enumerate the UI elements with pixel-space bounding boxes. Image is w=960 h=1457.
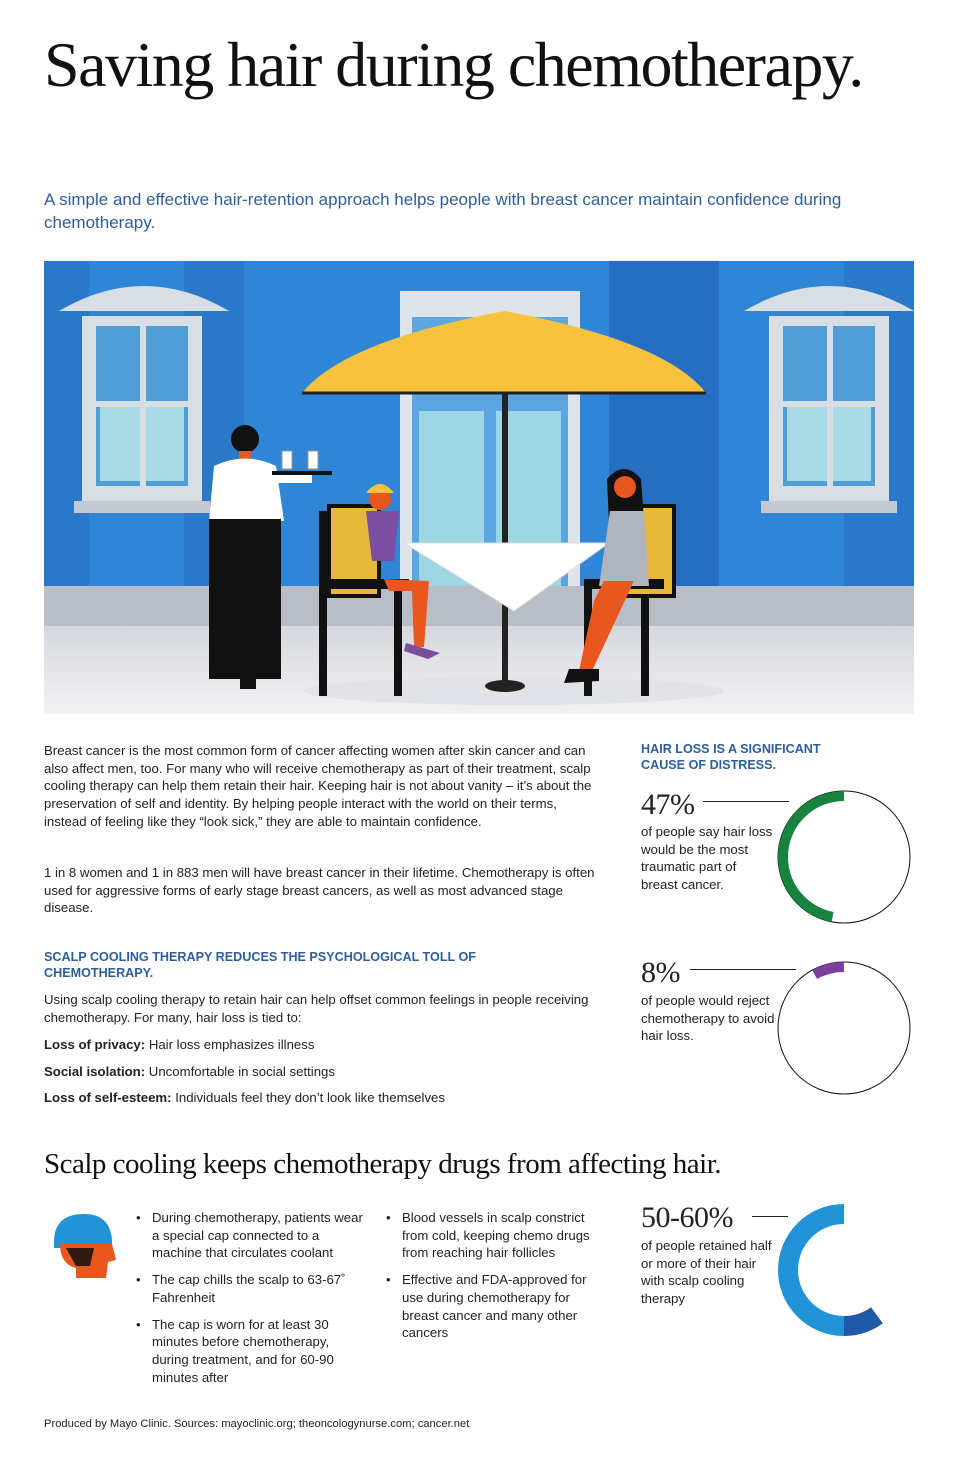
- cafe-illustration: [44, 261, 914, 714]
- stat-47-value: 47%: [641, 788, 695, 821]
- psych-item-isolation: [44, 1063, 596, 1080]
- section-title-scalp-cooling: Scalp cooling keeps chemotherapy drugs from affecting hair.: [44, 1148, 722, 1180]
- intro-paragraph-1: Breast cancer is the most common form of cancer affecting women after skin cancer and can also affect men, too. For many who will receive chemotherapy as part of their treatment, scalp cooling therapy can help them retain their hair. Keeping hair is not about vanity – it’s about the preservation of self and identity. By helping people interact with the world on their terms, instead of feeling like they “look sick,” they are able to maintain confidence.: [44, 743, 592, 829]
- intro-paragraph-2: 1 in 8 women and 1 in 883 men will have breast cancer in their lifetime. Chemotherapy is often used for aggressive forms of early stage breast cancers, as well as most advanced stage disease.: [44, 865, 595, 916]
- psych-item-term: Loss of privacy:: [44, 1037, 146, 1052]
- stat-50-60-value: 50-60%: [641, 1201, 733, 1234]
- stat-50-60-donut: [774, 1200, 914, 1340]
- donut-arc: [812, 962, 844, 979]
- bullet-item: • The cap is worn for at least 30 minutes before chemotherapy, during treatment, and for 60-90 minutes after: [136, 1316, 368, 1387]
- footer-sources: Produced by Mayo Clinic. Sources: mayoclinic.org; theoncologynurse.com; cancer.net: [44, 1418, 470, 1430]
- psych-item-term: Social isolation:: [44, 1064, 146, 1079]
- psych-heading: SCALP COOLING THERAPY REDUCES THE PSYCHOLOGICAL TOLL OF CHEMOTHERAPY.: [44, 950, 476, 980]
- bullet-item: • During chemotherapy, patients wear a special cap connected to a machine that circulates coolant: [136, 1209, 368, 1262]
- stat-47-donut: [774, 787, 914, 927]
- donut-arc-range: [844, 1307, 883, 1336]
- donut-outline: [778, 962, 910, 1094]
- psych-item-desc: Uncomfortable in social settings: [148, 1064, 335, 1079]
- donut-arc: [778, 791, 844, 922]
- stat-47-caption: of people say hair loss would be the most traumatic part of breast cancer.: [641, 824, 773, 893]
- donut-arc-low: [778, 1204, 844, 1336]
- stat-50-60-caption: of people retained half or more of their hair with scalp cooling therapy: [641, 1238, 772, 1307]
- psych-lead: Using scalp cooling therapy to retain hair can help offset common feelings in people receiving chemotherapy. For many, hair loss is tied to:: [44, 992, 589, 1025]
- bullet-item: • The cap chills the scalp to 63-67˚ Fahrenheit: [136, 1271, 368, 1306]
- stat-8-value: 8%: [641, 956, 680, 989]
- subtitle: A simple and effective hair-retention approach helps people with breast cancer maintain confidence during chemotherapy.: [44, 190, 842, 232]
- bullet-item: • Effective and FDA-approved for use during chemotherapy for breast cancer and many other cancers: [386, 1271, 606, 1342]
- psych-item-desc: Individuals feel they don’t look like themselves: [175, 1090, 445, 1105]
- head-cap-icon: [46, 1208, 118, 1280]
- stat-8-caption: of people would reject chemotherapy to avoid hair loss.: [641, 993, 775, 1044]
- psych-item-desc: Hair loss emphasizes illness: [148, 1037, 315, 1052]
- bullets-left: [136, 1209, 368, 1395]
- psych-item-term: Loss of self-esteem:: [44, 1090, 172, 1105]
- stat-8-donut: [774, 958, 914, 1098]
- stats-heading: HAIR LOSS IS A SIGNIFICANT CAUSE OF DISTRESS.: [641, 742, 821, 772]
- psych-item-privacy: [44, 1036, 596, 1053]
- bullet-item: • Blood vessels in scalp constrict from cold, keeping chemo drugs from reaching hair follicles: [386, 1209, 606, 1262]
- page-title: Saving hair during chemotherapy.: [44, 29, 863, 100]
- bullets-right: [386, 1209, 606, 1351]
- psych-item-self-esteem: [44, 1089, 596, 1106]
